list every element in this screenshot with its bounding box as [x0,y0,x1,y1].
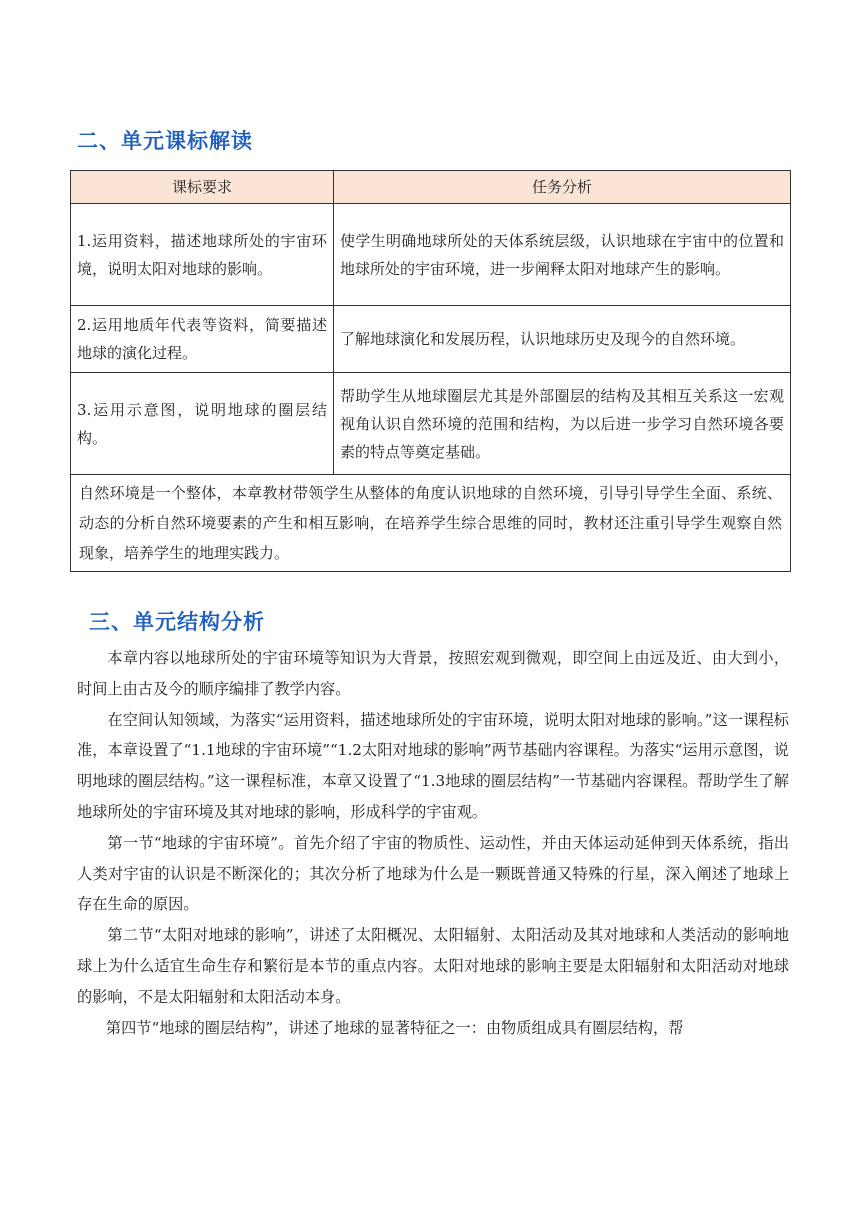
curriculum-standard-table [70,170,791,572]
table-summary-row [71,475,791,572]
body-paragraph: 本章内容以地球所处的宇宙环境等知识为大背景，按照宏观到微观，即空间上由远及近、由大到小，时间上由古及今的顺序编排了教学内容。 [77,649,789,698]
table-row [71,306,791,373]
section3-body [77,643,789,1043]
section2-heading: 二、单元课标解读 [77,129,253,153]
analysis-cell: 帮助学生从地球圈层尤其是外部圈层的结构及其相互关系这一宏观视角认识自然环境的范围和结构，为以后进一步学习自然环境各要素的特点等奠定基础。 [334,373,791,475]
analysis-cell: 使学生明确地球所处的天体系统层级，认识地球在宇宙中的位置和地球所处的宇宙环境，进一步阐释太阳对地球产生的影响。 [334,204,791,306]
body-paragraph: 第二节“太阳对地球的影响”，讲述了太阳概况、太阳辐射、太阳活动及其对地球和人类活动的影响地球上为什么适宜生命生存和繁衍是本节的重点内容。太阳对地球的影响主要是太阳辐射和太阳活动对地球的影响，不是太阳辐射和太阳活动本身。 [77,926,789,1006]
summary-cell: 自然环境是一个整体，本章教材带领学生从整体的角度认识地球的自然环境，引导引导学生全面、系统、动态的分析自然环境要素的产生和相互影响，在培养学生综合思维的同时，教材还注重引导学生观察自然现象，培养学生的地理实践力。 [71,475,791,572]
section3-heading: 三、单元结构分析 [89,610,265,634]
requirement-cell: 3.运用示意图，说明地球的圈层结构。 [71,373,334,475]
body-paragraph: 第一节“地球的宇宙环境”。首先介绍了宇宙的物质性、运动性，并由天体运动延伸到天体系统，指出人类对宇宙的认识是不断深化的；其次分析了地球为什么是一颗既普通又特殊的行星，深入阐述了地球上存在生命的原因。 [77,833,789,914]
header-analysis: 任务分析 [334,171,791,204]
analysis-cell: 了解地球演化和发展历程，认识地球历史及现今的自然环境。 [334,306,791,373]
table-row [71,373,791,475]
requirement-cell: 1.运用资料，描述地球所处的宇宙环境，说明太阳对地球的影响。 [71,204,334,306]
header-requirement: 课标要求 [71,171,334,204]
body-paragraph: 第四节“地球的圈层结构”，讲述了地球的显著特征之一：由物质组成具有圈层结构，帮 [105,1018,684,1037]
body-paragraph: 在空间认知领域，为落实“运用资料，描述地球所处的宇宙环境，说明太阳对地球的影响。”这一课程标准，本章设置了“1.1地球的宇宙环境”“1.2太阳对地球的影响”两节基础内容课程。为落实“运用示意图，说明地球的圈层结构。”这一课程标准，本章又设置了“1.3地球的圈层结构”一节基础内容课程。帮助学生了解地球所处的宇宙环境及其对地球的影响，形成科学的宇宙观。 [77,710,789,821]
table-row [71,204,791,306]
table-header-row [71,171,791,204]
requirement-cell: 2.运用地质年代表等资料，简要描述地球的演化过程。 [71,306,334,373]
